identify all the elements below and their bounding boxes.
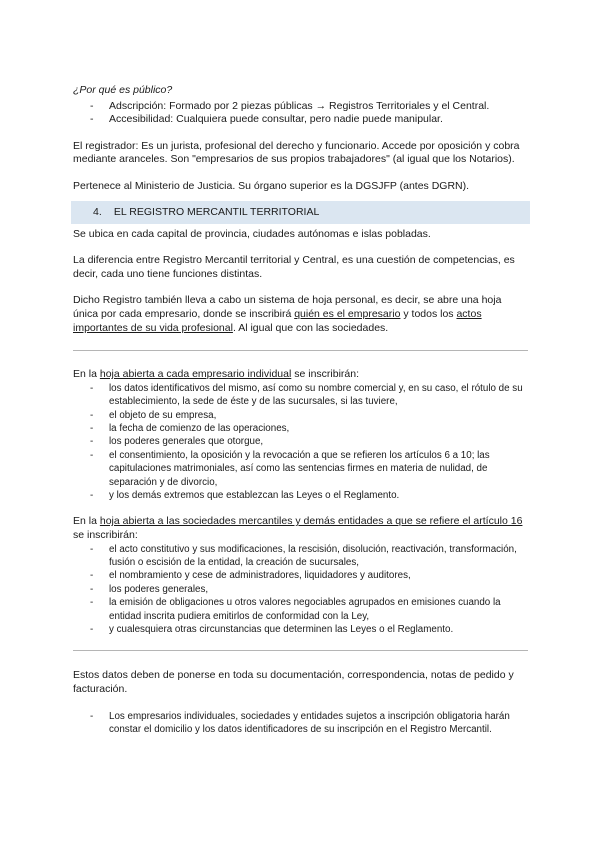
list-item: - la fecha de comienzo de las operaciones, (73, 422, 528, 435)
underlined-text: actos importantes de su vida profesional (73, 307, 482, 334)
section-number: 4. (93, 205, 102, 218)
list-item: - y cualesquiera otras circunstancias que determinen las Leyes o el Reglamento. (73, 623, 528, 636)
public-reasons-list (73, 100, 528, 127)
list-item: - Accesibilidad: Cualquiera puede consultar, pero nadie puede manipular. (73, 113, 528, 127)
document-page (73, 84, 528, 736)
list-item: - los datos identificativos del mismo, así como su nombre comercial y, en su caso, el rótulo de su establecimiento, la sede de éste y de las sucursales, si las tuviere, (73, 382, 528, 409)
text-span: . Al igual que con las sociedades. (232, 321, 389, 334)
list-item: - los poderes generales que otorgue, (73, 435, 528, 448)
list-item: - los poderes generales, (73, 583, 528, 596)
text-span: se inscribirán: (291, 368, 360, 381)
list-item: - y los demás extremos que establezcan las Leyes o el Reglamento. (73, 489, 528, 502)
list-item: - el objeto de su empresa, (73, 409, 528, 422)
text-span: y todos los (400, 307, 457, 320)
list-item: - Los empresarios individuales, sociedades y entidades sujetos a inscripción obligatoria harán constar el domicilio y los datos identificadores de su inscripción en el Registro Mercantil. (73, 710, 528, 737)
hoja-personal-paragraph (73, 294, 528, 335)
list-item: - la emisión de obligaciones u otros valores negociables agrupados en emisiones cuando la entidad inscrita pudiera emitirlos de conformidad con la Ley, (73, 596, 528, 623)
list-item: - el consentimiento, la oposición y la revocación a que se refieren los artículos 6 a 10; las capitulaciones matrimoniales, así como las sentencias firmes en materia de nulidad, de separación y de divorcio, (73, 449, 528, 489)
question-heading: ¿Por qué es público? (73, 84, 173, 96)
sociedades-intro (73, 515, 528, 542)
section-heading (71, 201, 530, 224)
individual-items-list (73, 382, 528, 503)
underlined-text: hoja abierta a las sociedades mercantiles y demás entidades a que se refiere el artículo 16 (99, 515, 523, 528)
ubica-paragraph: Se ubica en cada capital de provincia, ciudades autónomas e islas pobladas. (73, 227, 431, 240)
text-span: En la (73, 515, 100, 528)
registrador-paragraph: El registrador: Es un jurista, profesional del derecho y funcionario. Accede por oposición y cobra mediante aranceles. Son "empresarios de sus propios trabajadores" (al igual que los Notarios). (73, 139, 520, 166)
individual-intro (73, 368, 528, 382)
ministerio-paragraph: Pertenece al Ministerio de Justicia. Su órgano superior es la DGSJFP (antes DGRN). (73, 179, 470, 192)
list-item: - el acto constitutivo y sus modificaciones, la rescisión, disolución, reactivación, transformación, fusión o escisión de la entidad, la creación de sucursales, (73, 543, 528, 570)
datos-paragraph: Estos datos deben de ponerse en toda su documentación, correspondencia, notas de pedido y facturación. (73, 669, 514, 695)
text-span: se inscribirán: (73, 528, 138, 541)
list-item: - Adscripción: Formado por 2 piezas públicas → Registros Territoriales y el Central. (73, 100, 528, 114)
section-title: EL REGISTRO MERCANTIL TERRITORIAL (113, 205, 320, 218)
text-span: Dicho Registro también lleva a cabo un sistema de hoja personal, es decir, se abre una hoja única por cada empresario, donde se inscribirá (73, 294, 502, 320)
underlined-text: hoja abierta a cada empresario individual (99, 368, 292, 381)
final-items-list (73, 710, 528, 737)
sociedades-items-list (73, 543, 528, 637)
text-span: En la (73, 368, 100, 381)
underlined-text: quién es el empresario (294, 307, 401, 320)
list-item: - el nombramiento y cese de administradores, liquidadores y auditores, (73, 569, 528, 582)
diferencia-paragraph: La diferencia entre Registro Mercantil territorial y Central, es una cuestión de competencias, es decir, cada uno tiene funciones distintas. (73, 254, 515, 280)
